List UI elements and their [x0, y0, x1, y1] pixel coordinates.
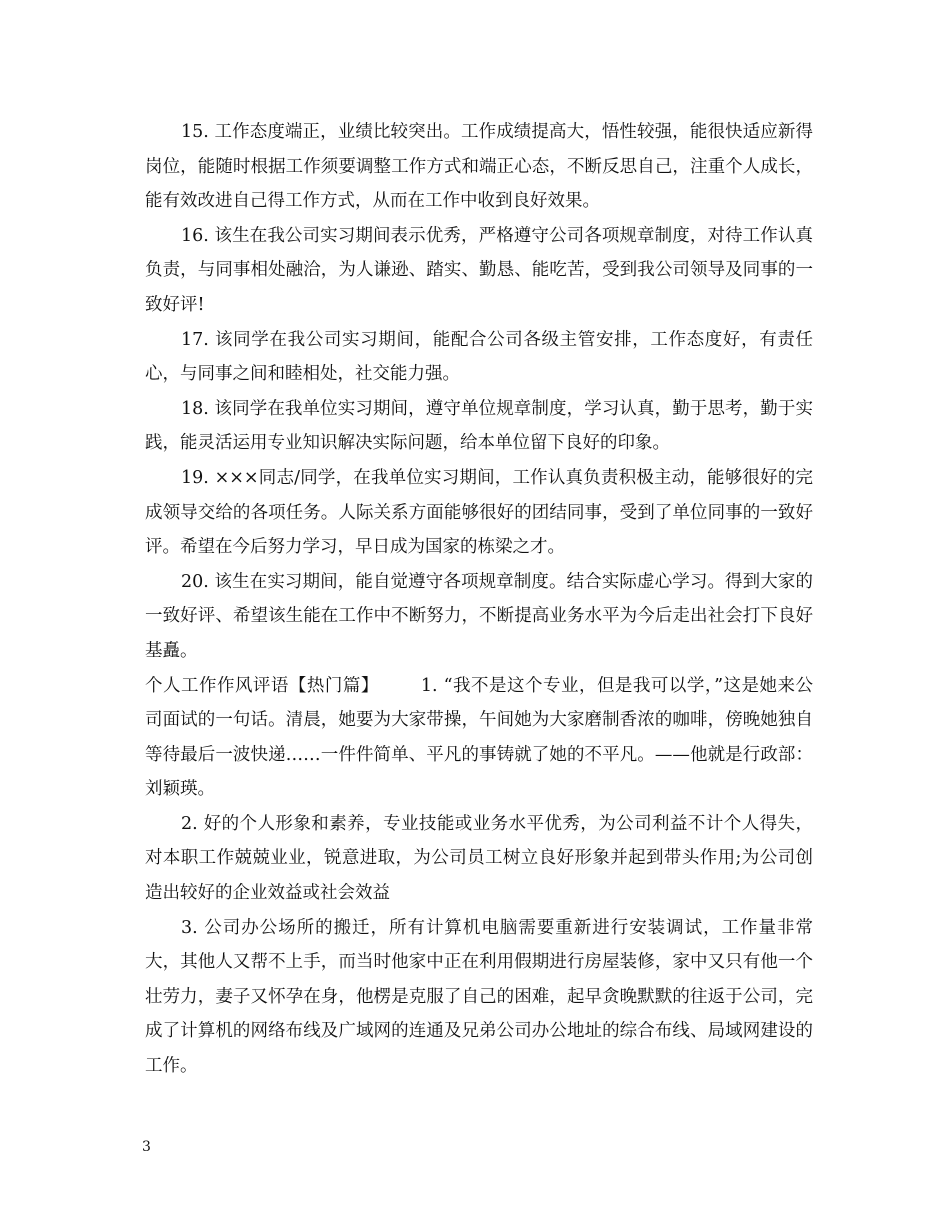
- paragraph-17: 17. 该同学在我公司实习期间，能配合公司各级主管安排，工作态度好，有责任心，与同事之间和睦相处，社交能力强。: [145, 329, 813, 385]
- section-paragraph-2: 2. 好的个人形象和素养，专业技能或业务水平优秀，为公司利益不计个人得失，对本职工作兢兢业业，锐意进取，为公司员工树立良好形象并起到带头作用;为公司创造出较好的企业效益或社会效益: [145, 813, 813, 904]
- section-paragraph-3: 3. 公司办公场所的搬迁，所有计算机电脑需要重新进行安装调试，工作量非常大，其他人又帮不上手，而当时他家中正在利用假期进行房屋装修，家中又只有他一个壮劳力，妻子又怀孕在身，他楞是克服了自己的困难，起早贪晚默默的往返于公司，完成了计算机的网络布线及广域网的连通及兄弟公司办公地址的综合布线、局域网建设的工作。: [145, 917, 813, 1077]
- paragraph-18: 18. 该同学在我单位实习期间，遵守单位规章制度，学习认真，勤于思考，勤于实践，能灵活运用专业知识解决实际问题，给本单位留下良好的印象。: [145, 398, 813, 454]
- section-paragraph-1: 1. “我不是这个专业，但是我可以学，”这是她来公司面试的一句话。清晨，她要为大家带操，午间她为大家磨制香浓的咖啡，傍晚她独自等待最后一波快递……一件件简单、平凡的事铸就了她的不平凡。——他就是行政部：刘颖瑛。: [145, 675, 814, 800]
- section-block: [145, 669, 813, 807]
- paragraph-15: 15. 工作态度端正，业绩比较突出。工作成绩提高大，悟性较强，能很快适应新得岗位，能随时根据工作须要调整工作方式和端正心态，不断反思自己，注重个人成长，能有效改进自己得工作方式，从而在工作中收到良好效果。: [145, 122, 813, 212]
- section-heading: 个人工作作风评语【热门篇】: [145, 675, 379, 696]
- page-number: 3: [142, 1139, 151, 1155]
- paragraph-19: 19. ×××同志/同学，在我单位实习期间，工作认真负责积极主动，能够很好的完成领导交给的各项任务。人际关系方面能够很好的团结同事，受到了单位同事的一致好评。希望在今后努力学习，早日成为国家的栋梁之才。: [145, 467, 813, 558]
- paragraph-16: 16. 该生在我公司实习期间表示优秀，严格遵守公司各项规章制度，对待工作认真负责，与同事相处融洽，为人谦逊、踏实、勤恳、能吃苦，受到我公司领导及同事的一致好评!: [145, 225, 813, 315]
- document-body: [145, 115, 813, 1084]
- paragraph-20: 20. 该生在实习期间，能自觉遵守各项规章制度。结合实际虚心学习。得到大家的一致好评、希望该生能在工作中不断努力，不断提高业务水平为今后走出社会打下良好基矗。: [145, 571, 813, 661]
